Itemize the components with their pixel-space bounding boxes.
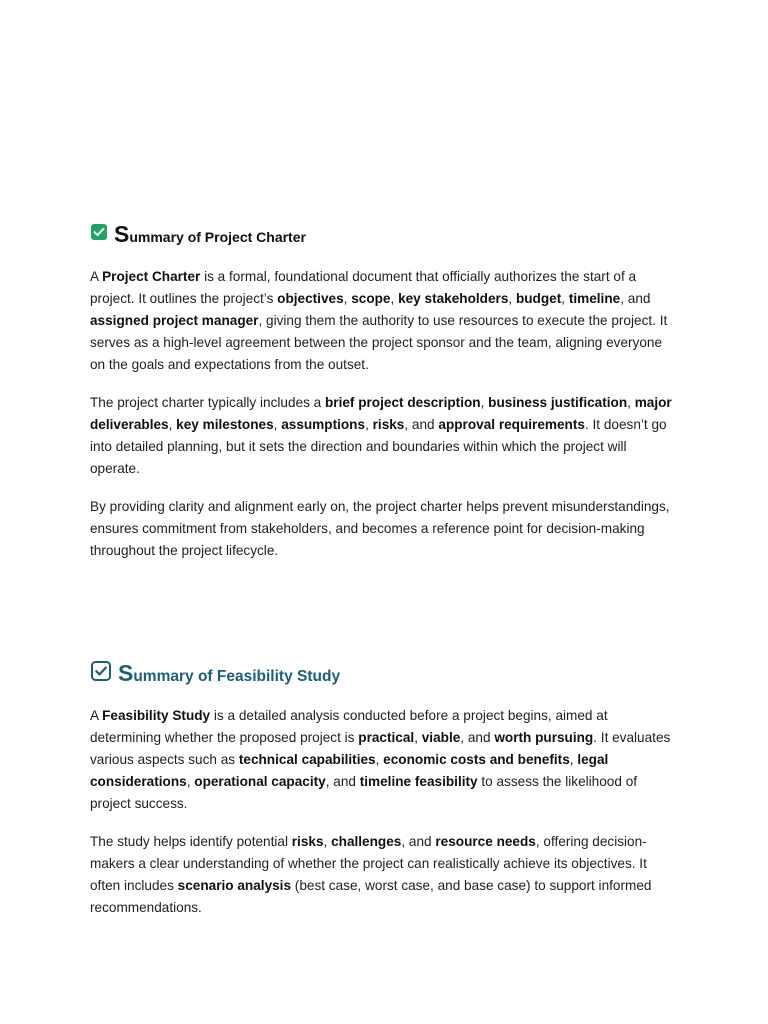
text-run: By providing clarity and alignment early on, the project charter helps prevent misunderstandings, ensures commitment from stakeholders, and becomes a reference point for decision-making throughout the project lifecycle. [90, 499, 670, 558]
text-run: The study helps identify potential [90, 834, 292, 849]
text-run: , [343, 291, 352, 306]
bold-term: viable [421, 730, 461, 745]
text-run: . It evaluates various aspects such as [90, 730, 671, 767]
bold-term: technical capabilities [238, 752, 376, 767]
checked-box-green-icon [90, 223, 108, 246]
bold-term: scope [351, 291, 391, 306]
text-run: is a formal, foundational document that officially authorizes the start of a project. It outlines the project’s [90, 269, 637, 306]
bold-term: resource needs [435, 834, 536, 849]
bold-term: risks [372, 417, 405, 432]
bold-term: key milestones [176, 417, 274, 432]
text-run: , [480, 395, 489, 410]
bold-term: Feasibility Study [102, 708, 211, 723]
text-run: to assess the likelihood of project success. [90, 774, 638, 811]
text-run: A [90, 269, 103, 284]
paragraphs [90, 266, 680, 562]
text-run: (best case, worst case, and base case) to support informed recommendations. [90, 878, 652, 915]
text-run: , and [325, 774, 360, 789]
bold-term: budget [515, 291, 562, 306]
text-run: , [365, 417, 373, 432]
text-run: , [323, 834, 332, 849]
text-run: , [186, 774, 195, 789]
bold-term: business justification [488, 395, 628, 410]
bold-term: objectives [277, 291, 344, 306]
bold-term: assumptions [281, 417, 366, 432]
body-paragraph [90, 392, 680, 480]
body-paragraph [90, 266, 680, 376]
feasibility-study-heading [90, 657, 680, 689]
text-run: , [273, 417, 282, 432]
bold-term: practical [358, 730, 415, 745]
text-run: , and [620, 291, 651, 306]
paragraphs [90, 705, 680, 919]
bold-term: timeline feasibility [359, 774, 478, 789]
text-run: , [390, 291, 399, 306]
text-run: , [561, 291, 569, 306]
body-paragraph [90, 831, 680, 919]
bold-term: major deliverables [90, 395, 672, 432]
project-charter-heading [90, 218, 680, 250]
bold-term: Project Charter [102, 269, 201, 284]
bold-term: operational capacity [194, 774, 326, 789]
bold-term: timeline [568, 291, 621, 306]
text-run: , and [404, 417, 439, 432]
section-title [114, 221, 306, 248]
bold-term: worth pursuing [494, 730, 594, 745]
title-rest: ummary of Feasibility Study [133, 667, 341, 685]
bold-term: economic costs and benefits [383, 752, 570, 767]
bold-term: risks [291, 834, 324, 849]
project-charter-section [90, 218, 680, 578]
title-rest: ummary of Project Charter [129, 228, 306, 245]
text-run: , [569, 752, 578, 767]
text-run: A [90, 708, 103, 723]
text-run: , [375, 752, 384, 767]
bold-term: key stakeholders [398, 291, 509, 306]
text-run: , [414, 730, 422, 745]
body-paragraph [90, 496, 680, 562]
text-run: . It doesn’t go into detailed planning, but it sets the direction and boundaries within which the project will operate. [90, 417, 667, 476]
text-run: , giving them the authority to use resources to execute the project. It serves as a high-level agreement between the project sponsor and the team, aligning everyone on the goals and expectations from the outset. [90, 313, 668, 372]
bold-term: challenges [331, 834, 402, 849]
text-run: , and [401, 834, 436, 849]
title-initial: S [118, 659, 134, 686]
bold-term: approval requirements [438, 417, 585, 432]
bold-term: legal considerations [90, 752, 609, 789]
checked-box-outline-icon [90, 660, 112, 687]
bold-term: assigned project manager [90, 313, 259, 328]
text-run: is a detailed analysis conducted before a project begins, aimed at determining whether the proposed project is [90, 708, 608, 745]
text-run: , offering decision-makers a clear understanding of whether the project can realistically achieve its objectives. It often includes [90, 834, 647, 893]
body-paragraph [90, 705, 680, 815]
text-run: , [627, 395, 635, 410]
text-run: The project charter typically includes a [90, 395, 325, 410]
text-run: , [168, 417, 177, 432]
bold-term: scenario analysis [177, 878, 292, 893]
title-initial: S [114, 220, 130, 247]
section-title [118, 660, 340, 687]
text-run: , and [460, 730, 495, 745]
text-run: , [508, 291, 516, 306]
bold-term: brief project description [324, 395, 481, 410]
feasibility-study-section [90, 657, 680, 935]
